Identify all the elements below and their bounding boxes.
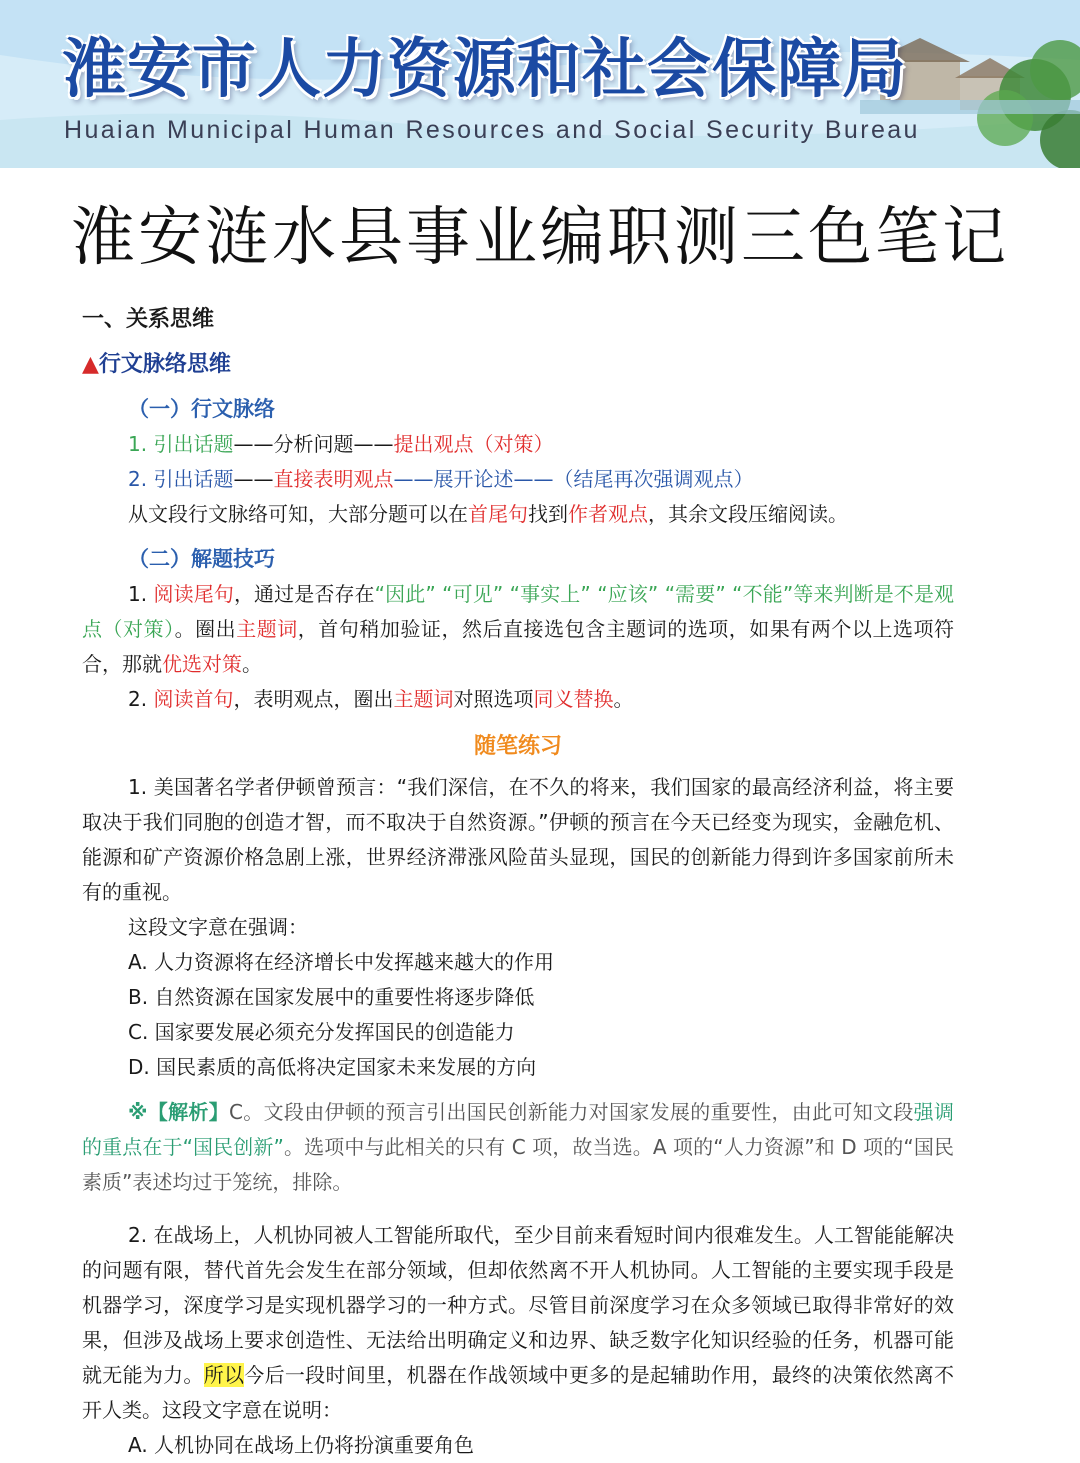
note-a: 从文段行文脉络可知，大部分题可以在 bbox=[128, 502, 468, 526]
structure-line-1-c: 提出观点（对策） bbox=[393, 432, 554, 456]
question-2-stem-a: 2. 在战场上，人机协同被人工智能所取代，至少目前来看短时间内很难发生。人工智能能解决的问题有限，替代首先会发生在部分领域，但却依然离不开人机协同。人工智能的主要实现手段是机器学习，深度学习是实现机器学习的一种方式。尽管目前深度学习在众多领域已取得非常好的效果，但涉及战场上要求创造性、无法给出明确定义和边界、缺乏数字化知识经验的任务，机器可能就无能为力。 bbox=[82, 1223, 954, 1387]
structure-line-1-a: 1. 引出话题 bbox=[128, 432, 234, 456]
tip-2-c: 主题词 bbox=[393, 687, 454, 711]
part1-title: （一）行文脉络 bbox=[128, 397, 275, 421]
structure-line-2-a: 2. 引出话题 bbox=[128, 467, 234, 491]
tip-2-b: ，表明观点，圈出 bbox=[233, 687, 394, 711]
question-2-highlight: 所以 bbox=[203, 1363, 245, 1387]
tip-1 bbox=[82, 577, 954, 682]
question-1-option-a: A. 人力资源将在经济增长中发挥越来越大的作用 bbox=[128, 950, 555, 974]
analysis-b: 强调的重点在于“国民创新” bbox=[82, 1100, 954, 1159]
question-1-analysis bbox=[82, 1095, 954, 1200]
structure-line-2-d: ——展开论述——（结尾再次强调观点） bbox=[393, 467, 754, 491]
tip-2-e: 同义替换 bbox=[533, 687, 614, 711]
bureau-name-english: Huaian Municipal Human Resources and Social Security Bureau bbox=[64, 116, 920, 144]
bureau-name: 淮安市人力资源和社会保障局 bbox=[62, 33, 907, 107]
tip-2-a: 阅读首句 bbox=[153, 687, 234, 711]
tip-1-d: 。圈出 bbox=[174, 617, 237, 641]
tip-1-c: “因此” “可见” “事实上” “应该” “需要” “不能”等来判断是不是观点（对策） bbox=[82, 582, 955, 641]
page-title: 淮安涟水县事业编职测三色笔记 bbox=[71, 201, 1009, 275]
note-c: 找到 bbox=[528, 502, 568, 526]
tip-2 bbox=[82, 682, 954, 717]
header-banner bbox=[0, 0, 1080, 168]
tip-1-a: 阅读尾句 bbox=[153, 582, 234, 606]
tip-1-e: 主题词 bbox=[236, 617, 298, 641]
structure-line-2-c: 直接表明观点 bbox=[273, 467, 394, 491]
question-1-option-b: B. 自然资源在国家发展中的重要性将逐步降低 bbox=[128, 985, 535, 1009]
tip-1-num: 1. bbox=[128, 582, 154, 606]
tip-2-f: 。 bbox=[613, 687, 634, 711]
tip-1-h: 。 bbox=[242, 652, 262, 676]
note-d: 作者观点 bbox=[568, 502, 648, 526]
structure-line-2-b: —— bbox=[233, 467, 274, 491]
structure-line-1-b: ——分析问题—— bbox=[233, 432, 394, 456]
practice-title: 随笔练习 bbox=[473, 734, 562, 759]
question-1-option-c: C. 国家要发展必须充分发挥国民的创造能力 bbox=[128, 1020, 515, 1044]
question-2-stem-b: 今后一段时间里，机器在作战领域中更多的是起辅助作用，最终的决策依然离不开人类。这段文字意在说明： bbox=[82, 1363, 955, 1422]
structure-line-1 bbox=[82, 427, 954, 462]
tip-2-num: 2. bbox=[128, 687, 154, 711]
note-b: 首尾句 bbox=[468, 502, 528, 526]
tip-2-d: 对照选项 bbox=[453, 687, 534, 711]
analysis-a: C。文段由伊顿的预言引出国民创新能力对国家发展的重要性，由此可知文段 bbox=[229, 1100, 914, 1124]
analysis-label: ※【解析】 bbox=[128, 1100, 230, 1124]
question-1-option-d: D. 国民素质的高低将决定国家未来发展的方向 bbox=[128, 1055, 537, 1079]
question-2-option-a: A. 人机协同在战场上仍将扮演重要角色 bbox=[128, 1433, 475, 1457]
analysis-c: 。选项中与此相关的只有 C 项，故当选。A 项的“人力资源”和 D 项的“国民素质”表述均过于笼统，排除。 bbox=[82, 1135, 954, 1194]
triangle-marker-icon: ▲ bbox=[82, 352, 99, 377]
question-2-stem bbox=[82, 1218, 954, 1428]
subheading bbox=[82, 347, 954, 382]
tip-1-g: 优选对策 bbox=[162, 652, 242, 676]
note-e: ，其余文段压缩阅读。 bbox=[648, 502, 848, 526]
structure-note bbox=[82, 497, 954, 532]
question-1-stem: 1. 美国著名学者伊顿曾预言：“我们深信，在不久的将来，我们国家的最高经济利益，将主要取决于我们同胞的创造才智，而不取决于自然资源。”伊顿的预言在今天已经变为现实，金融危机、能源和矿产资源价格急剧上涨，世界经济滞涨风险苗头显现，国民的创新能力得到许多国家前所未有的重视。 bbox=[82, 775, 954, 904]
tip-1-f: ，首句稍加验证，然后直接选包含主题词的选项，如果有两个以上选项符合，那就 bbox=[82, 617, 955, 676]
notes-content bbox=[82, 300, 954, 1463]
section-heading: 一、关系思维 bbox=[82, 307, 215, 332]
subheading-text: 行文脉络思维 bbox=[98, 352, 231, 377]
question-1-prompt: 这段文字意在强调： bbox=[128, 915, 308, 939]
tip-1-b: ，通过是否存在 bbox=[233, 582, 375, 606]
part2-title: （二）解题技巧 bbox=[128, 547, 275, 571]
structure-line-2 bbox=[82, 462, 954, 497]
